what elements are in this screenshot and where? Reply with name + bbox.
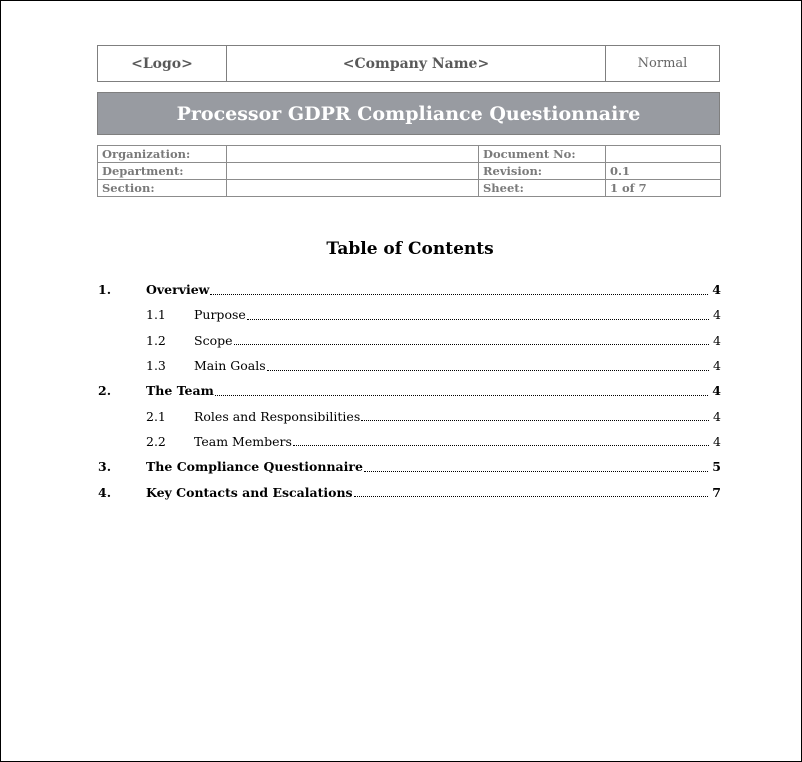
toc-entry-page: 7 bbox=[712, 484, 721, 500]
logo-placeholder: <Logo> bbox=[98, 46, 227, 81]
header-box bbox=[97, 45, 720, 82]
organization-label: Organization: bbox=[98, 146, 227, 163]
toc-entry-number: 1.1 bbox=[146, 307, 166, 323]
document-no-label: Document No: bbox=[479, 146, 606, 163]
toc-entry[interactable] bbox=[98, 454, 721, 479]
department-label: Department: bbox=[98, 163, 227, 180]
toc-entry-number: 1. bbox=[98, 282, 112, 298]
toc-entry-number: 2.2 bbox=[146, 433, 166, 449]
table-of-contents bbox=[98, 277, 721, 505]
toc-leader-dots bbox=[293, 444, 709, 446]
toc-leader-dots bbox=[215, 394, 708, 396]
toc-entry-number: 2. bbox=[98, 383, 112, 399]
toc-entry-number: 4. bbox=[98, 484, 112, 500]
classification-label: Normal bbox=[637, 56, 688, 71]
meta-row bbox=[98, 146, 721, 163]
toc-leader-dots bbox=[364, 470, 708, 472]
toc-entry-label: Key Contacts and Escalations bbox=[146, 484, 353, 500]
toc-entry-label: Main Goals bbox=[194, 358, 266, 374]
toc-leader-dots bbox=[267, 369, 709, 371]
toc-entry-number: 2.1 bbox=[146, 408, 166, 424]
document-meta-table bbox=[97, 145, 721, 197]
toc-leader-dots bbox=[247, 318, 709, 320]
revision-label: Revision: bbox=[479, 163, 606, 180]
toc-leader-dots bbox=[361, 419, 709, 421]
toc-entry-page: 4 bbox=[712, 383, 721, 399]
document-title: Processor GDPR Compliance Questionnaire bbox=[97, 92, 720, 135]
meta-row bbox=[98, 163, 721, 180]
toc-entry-label: Purpose bbox=[194, 307, 246, 323]
revision-value: 0.1 bbox=[606, 163, 721, 180]
toc-entry-page: 4 bbox=[713, 358, 721, 374]
toc-entry-label: The Team bbox=[146, 383, 214, 399]
toc-entry[interactable] bbox=[98, 479, 721, 504]
toc-entry-label: Overview bbox=[146, 282, 210, 298]
toc-entry-page: 4 bbox=[713, 332, 721, 348]
toc-entry[interactable] bbox=[98, 302, 721, 327]
toc-entry[interactable] bbox=[98, 429, 721, 454]
toc-entry-label: Scope bbox=[194, 332, 233, 348]
organization-value bbox=[227, 146, 479, 163]
meta-row bbox=[98, 180, 721, 197]
toc-entry-label: Roles and Responsibilities bbox=[194, 408, 361, 424]
toc-entry[interactable] bbox=[98, 378, 721, 403]
toc-entry-page: 4 bbox=[713, 433, 721, 449]
toc-leader-dots bbox=[354, 495, 709, 497]
toc-entry[interactable] bbox=[98, 403, 721, 428]
toc-leader-dots bbox=[210, 293, 708, 295]
toc-entry-label: Team Members bbox=[194, 433, 292, 449]
toc-entry-label: The Compliance Questionnaire bbox=[146, 459, 363, 475]
toc-entry-number: 1.3 bbox=[146, 358, 166, 374]
department-value bbox=[227, 163, 479, 180]
toc-entry-number: 1.2 bbox=[146, 332, 166, 348]
toc-entry[interactable] bbox=[98, 328, 721, 353]
section-value bbox=[227, 180, 479, 197]
toc-title: Table of Contents bbox=[326, 239, 494, 259]
toc-leader-dots bbox=[234, 343, 710, 345]
section-label: Section: bbox=[98, 180, 227, 197]
sheet-label: Sheet: bbox=[479, 180, 606, 197]
toc-entry-page: 4 bbox=[713, 307, 721, 323]
document-no-value bbox=[606, 146, 721, 163]
toc-entry-page: 4 bbox=[713, 408, 721, 424]
toc-entry[interactable] bbox=[98, 353, 721, 378]
toc-entry-page: 4 bbox=[712, 282, 721, 298]
toc-entry-number: 3. bbox=[98, 459, 112, 475]
toc-entry-page: 5 bbox=[712, 459, 721, 475]
company-name: <Company Name> bbox=[227, 46, 606, 81]
sheet-value: 1 of 7 bbox=[606, 180, 721, 197]
toc-entry[interactable] bbox=[98, 277, 721, 302]
